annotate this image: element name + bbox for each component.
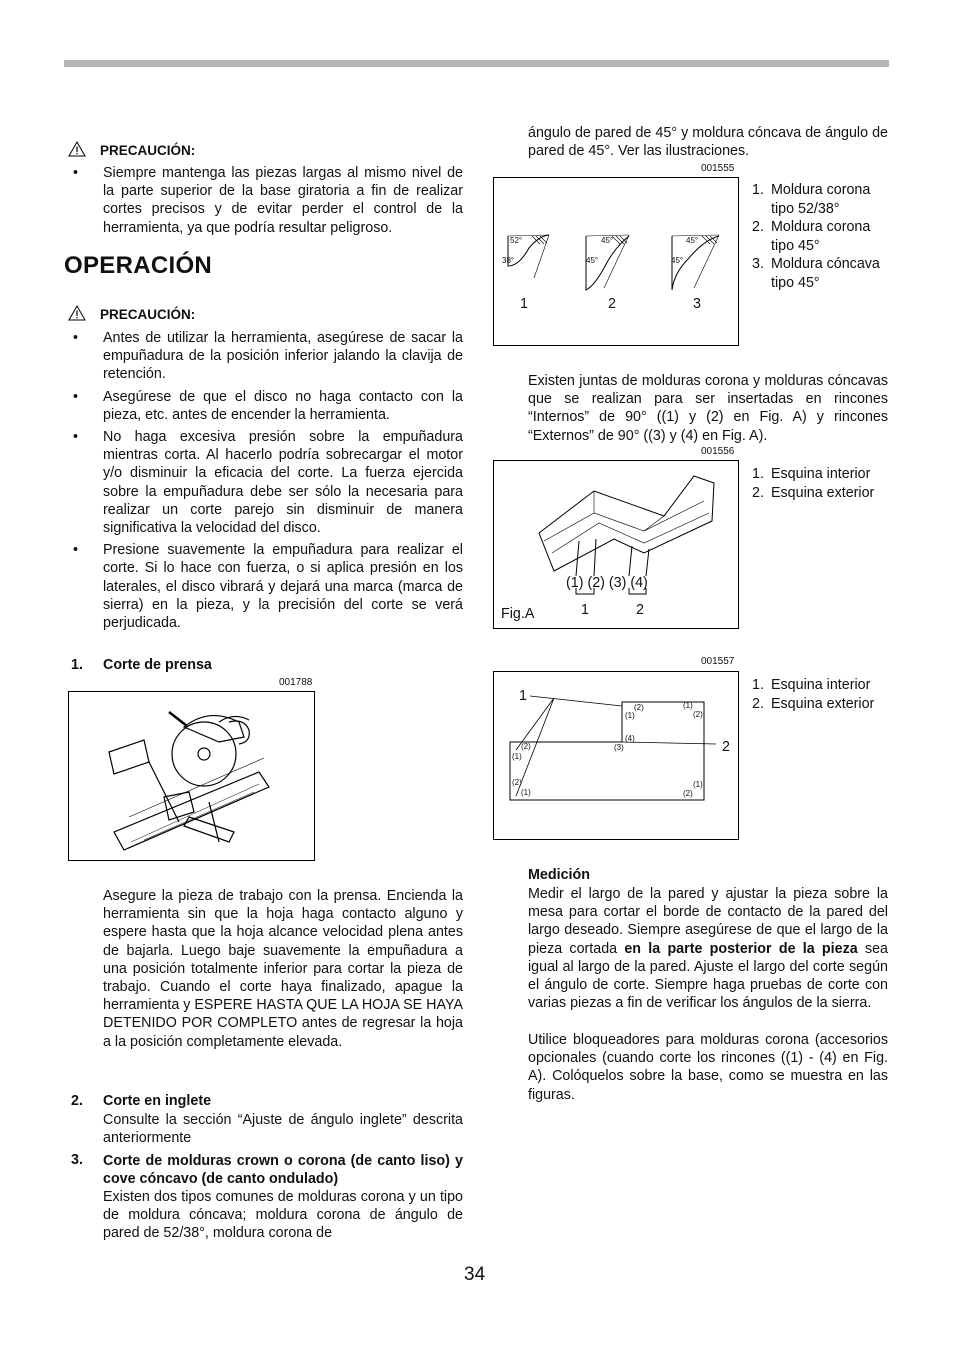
clamp-cut-figure — [68, 691, 315, 861]
joints-text: Existen juntas de molduras corona y molduras cóncavas que se realizan para ser insertadas en rincones “Internos” de 90° ((1) y (2) en Fig. A) y rincones “Externos” de 90° ((3) y (4) en Fig. A). — [528, 373, 888, 444]
corner-plan-figure — [493, 671, 739, 840]
figure-number: 1 — [519, 688, 527, 704]
mark: (2) — [512, 778, 522, 787]
item-title: Corte de molduras crown o corona (de canto liso) y cove cóncavo (de canto ondulado) — [103, 1153, 463, 1188]
figure-code: 001556 — [701, 446, 735, 457]
legend-text: Moldura corona tipo 52/38° — [771, 182, 871, 217]
mark: (2) — [683, 789, 693, 798]
mark: (1) — [521, 788, 531, 797]
mark: (3) — [614, 743, 624, 752]
angle-label: 45° — [601, 236, 614, 245]
list-item: • No haga excesiva presión sobre la empuñadura mientras corta. Al hacerlo podría sobrecargar el motor y/o disminuir la eficacia del corte. La fuerza ejercida sobre la empuñadura debe ser sólo la necesaria para realizar un corte parejo sin disminuir de manera significativa la velocidad del disco. — [64, 428, 463, 537]
legend-number: 2. — [752, 695, 764, 712]
list-item: • Asegúrese de que el disco no haga contacto con la pieza, etc. antes de encender la herramienta. — [64, 388, 463, 424]
caution-list-2 — [64, 329, 463, 636]
measure-text: Medir el largo de la pared y ajustar la pieza sobre la mesa para cortar el borde de contacto de la pared del largo deseado. Siempre asegúrese de que el largo de la pieza cortada — [528, 886, 888, 957]
figure-legend-1 — [752, 181, 892, 292]
caution-label: PRECAUCIÓN: — [100, 143, 196, 158]
measure-paragraph-1 — [528, 885, 888, 1012]
angle-label: 45° — [586, 256, 599, 265]
figure-code: 001788 — [279, 677, 313, 688]
item-number: 2. — [71, 1093, 83, 1109]
intro-text: ángulo de pared de 45° y moldura cóncava de ángulo de pared de 45°. Ver las ilustraciones. — [528, 125, 888, 160]
angle-label: 52° — [510, 236, 523, 245]
corner-plan-illustration — [494, 672, 738, 839]
figure-caption: Fig.A — [501, 606, 535, 622]
legend-item — [752, 676, 892, 695]
mark: (1) — [693, 780, 703, 789]
header-rule — [64, 60, 889, 67]
mark: (1) — [512, 752, 522, 761]
caution-heading-2 — [68, 305, 195, 324]
legend-item — [752, 695, 892, 714]
fig-a-callouts: (1) (2) (3) (4) — [566, 575, 648, 591]
legend-text: Moldura cóncava tipo 45° — [771, 256, 880, 291]
item-number: 1. — [71, 657, 83, 673]
mark: (4) — [625, 734, 635, 743]
legend-text: Esquina exterior — [771, 695, 875, 712]
legend-number: 1. — [752, 182, 764, 198]
page-number: 34 — [464, 1264, 486, 1285]
item-title: Corte en inglete — [103, 1093, 212, 1109]
angle-label: 45° — [671, 256, 684, 265]
warning-icon — [68, 305, 86, 324]
legend-item — [752, 465, 892, 484]
fig-a-figure — [493, 460, 739, 629]
item2-text: Consulte la sección “Ajuste de ángulo inglete” descrita anteriormente — [103, 1112, 463, 1147]
mark: (1) — [625, 711, 635, 720]
figure-number: 2 — [608, 296, 616, 312]
figure-number: 1 — [520, 296, 528, 312]
warning-icon — [68, 141, 86, 160]
item-number: 3. — [71, 1152, 83, 1168]
figure-number: 2 — [722, 739, 730, 755]
item3-text: Existen dos tipos comunes de molduras corona y un tipo de moldura cóncava; moldura corona de ángulo de pared de 52/38°, moldura corona de — [103, 1189, 463, 1242]
figure-code: 001557 — [701, 656, 735, 667]
measure-title: Medición — [528, 867, 590, 883]
legend-item — [752, 218, 892, 255]
caution-list-1 — [64, 164, 463, 241]
measure-paragraph-2: Utilice bloqueadores para molduras corona (accesorios opcionales (cuando corte los rincones ((1) - (4) en Fig. A). Colóquelos sobre la base, como se muestra en las figuras. — [528, 1032, 888, 1103]
moulding-profiles-illustration — [494, 178, 738, 345]
item1-text: Asegure la pieza de trabajo con la prensa. Encienda la herramienta sin que la hoja haga contacto alguno y espere hasta que la hoja alcance velocidad plena antes de bajarla. Luego baje suavemente la empuñadura a una posición totalmente inferior para cortar la pieza de trabajo. Cuando el corte haya finalizado, apague la herramienta y ESPERE HASTA QUE LA HOJA SE HAYA DETENIDO POR COMPLETO antes de regresar la hoja a la posición completamente elevada. — [103, 888, 463, 1050]
legend-number: 3. — [752, 256, 764, 272]
corner-joint-illustration — [494, 461, 738, 628]
mark: (2) — [521, 742, 531, 751]
figure-code: 001555 — [701, 163, 735, 174]
legend-text: Esquina interior — [771, 466, 871, 482]
miter-saw-illustration — [69, 692, 314, 860]
section-title: OPERACIÓN — [64, 252, 213, 279]
mark: (2) — [634, 703, 644, 712]
mark: (2) — [693, 710, 703, 719]
list-item: • Antes de utilizar la herramienta, asegúrese de sacar la empuñadura de la posición inferior jalando la clavija de retención. — [64, 329, 463, 384]
list-item: • Siempre mantenga las piezas largas al mismo nivel de la parte superior de la base giratoria a fin de realizar cortes precisos y de evitar perder el control de la herramienta, ya que podría resultar peligroso. — [64, 164, 463, 237]
legend-item — [752, 181, 892, 218]
legend-number: 1. — [752, 677, 764, 693]
list-item: • Presione suavemente la empuñadura para realizar el corte. Si lo hace con fuerza, o si aplica presión en los laterales, el disco vibrará y dejará una marca (marca de sierra) en la pieza, y la precisión del corte se verá perjudicada. — [64, 541, 463, 632]
caution-label: PRECAUCIÓN: — [100, 307, 196, 322]
mark: (1) — [683, 701, 693, 710]
figure-number: 3 — [693, 296, 701, 312]
item-title: Corte de prensa — [103, 657, 212, 673]
legend-number: 1. — [752, 466, 764, 482]
moulding-types-figure — [493, 177, 739, 346]
angle-label: 45° — [686, 236, 699, 245]
caution-heading-1 — [68, 141, 195, 160]
figure-legend-3 — [752, 676, 892, 713]
measure-emphasis: en la parte posterior de la pieza — [624, 940, 858, 957]
legend-text: Esquina interior — [771, 677, 871, 693]
figure-number: 1 — [581, 602, 589, 618]
legend-item — [752, 255, 892, 292]
legend-text: Moldura corona tipo 45° — [771, 219, 871, 254]
angle-label: 38° — [502, 256, 515, 265]
legend-number: 2. — [752, 219, 764, 235]
legend-number: 2. — [752, 484, 764, 501]
measure-text: sea igual al largo de la pared. Ajuste el largo del corte según el ángulo de corte. Siempre haga pruebas de corte con varias piezas a fin de verificar los ángulos de la sierra. — [528, 940, 888, 1012]
figure-legend-2 — [752, 465, 892, 502]
legend-item — [752, 484, 892, 503]
figure-number: 2 — [636, 602, 644, 618]
legend-text: Esquina exterior — [771, 484, 875, 501]
